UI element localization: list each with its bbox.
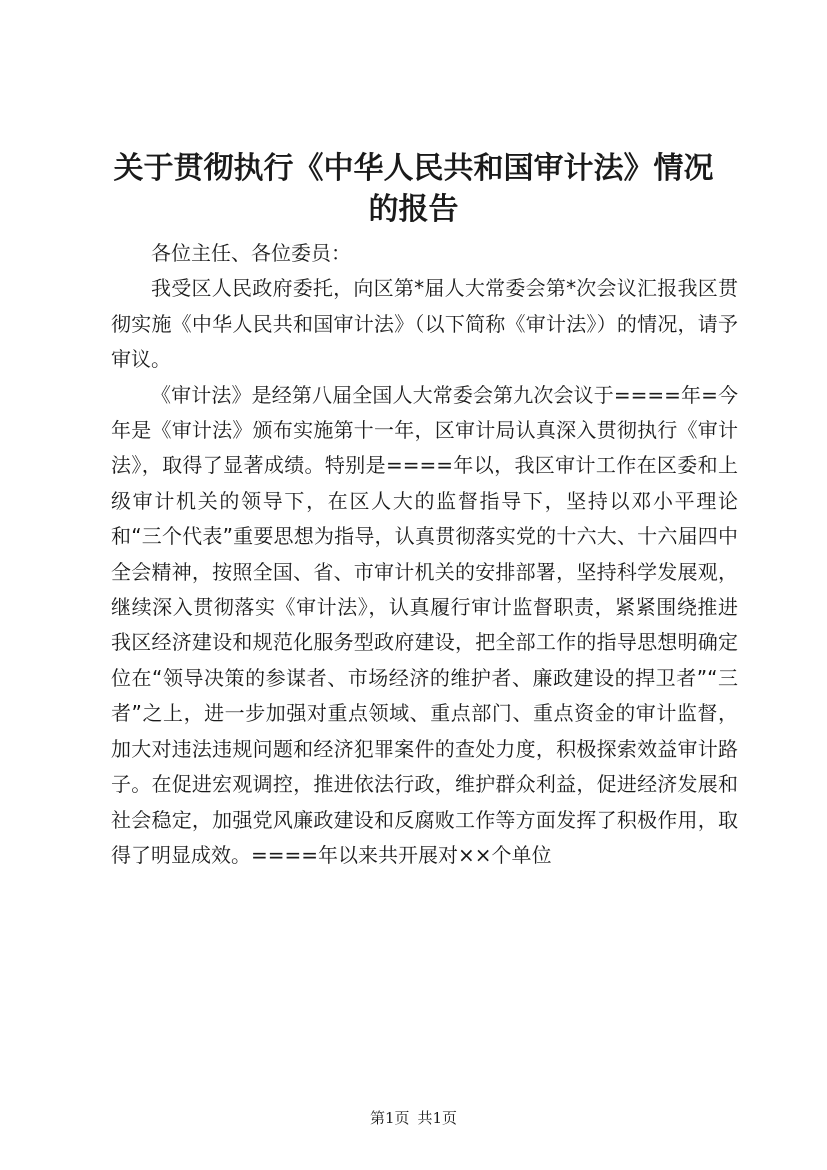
salutation: 各位主任、各位委员： [151, 241, 351, 265]
page-footer [0, 1108, 827, 1128]
page-number-current: 第1页 [369, 1109, 410, 1127]
title-line-2: 的报告 [368, 192, 459, 227]
paragraph-2: 《审计法》是经第八届全国人大常委会第九次会议于====年=今年是《审计法》颁布实施第十一年，区审计局认真深入贯彻执行《审计法》，取得了显著成绩。特别是====年以，我区审计工作在区委和上级审计机关的领导下，在区人大的监督指导下，坚持以邓小平理论和“三个代表”重要思想为指导，认真贯彻落实党的十六大、十六届四中全会精神，按照全国、省、市审计机关的安排部署，坚持科学发展观，继续深入贯彻落实《审计法》，认真履行审计监督职责，紧紧围绕推进我区经济建设和规范化服务型政府建设，把全部工作的指导思想明确定位在“领导决策的参谋者、市场经济的维护者、廉政建设的捍卫者”“三者”之上，进一步加强对重点领域、重点部门、重点资金的审计监督，加大对违法违规问题和经济犯罪案件的查处力度，积极探索效益审计路子。在促进宏观调控，推进依法行政，维护群众利益，促进经济发展和社会稳定，加强党风廉政建设和反腐败工作等方面发挥了积极作用，取得了明显成效。====年以来共开展对××个单位 [111, 382, 738, 867]
document-body [111, 236, 738, 873]
title-line-1: 关于贯彻执行《中华人民共和国审计法》情况 [113, 151, 714, 186]
paragraph-1: 我受区人民政府委托，向区第*届人大常委会第*次会议汇报我区贯彻实施《中华人民共和国审计法》（以下简称《审计法》）的情况，请予审议。 [111, 276, 738, 372]
page-number-total: 共1页 [417, 1109, 458, 1127]
document-title [100, 148, 727, 230]
